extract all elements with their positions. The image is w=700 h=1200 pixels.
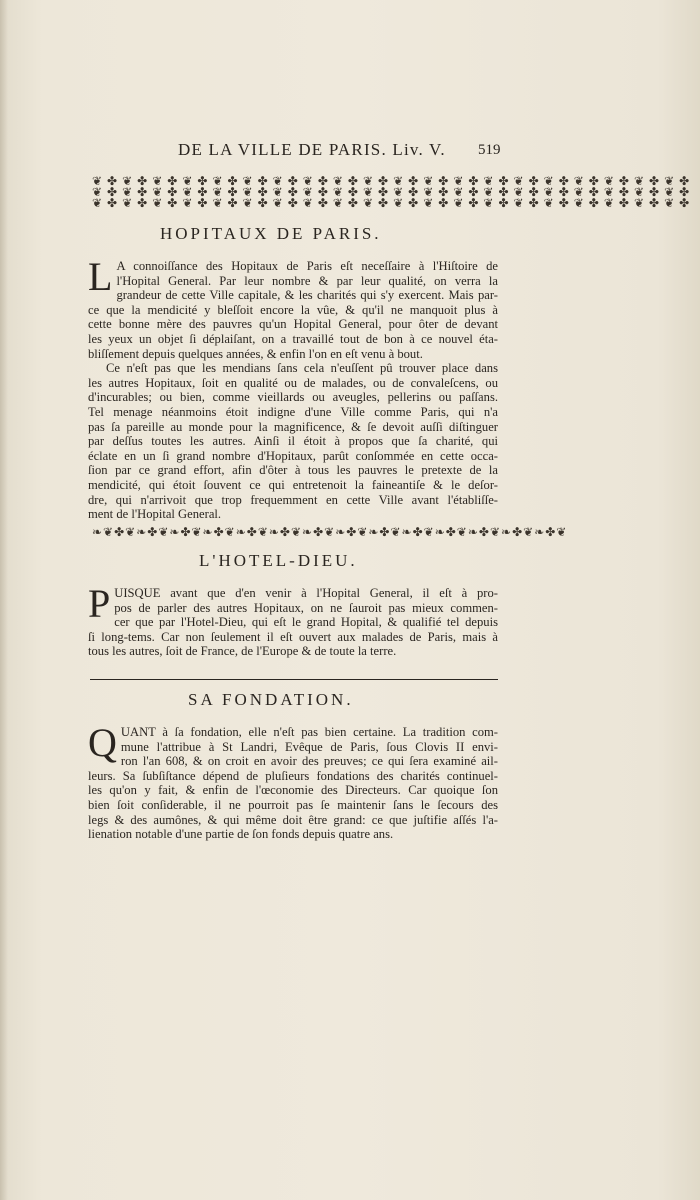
- page-number: 519: [478, 142, 501, 158]
- ornament-row: ❦ ✤ ❦ ✤ ❦ ✤ ❦ ✤ ❦ ✤ ❦ ✤ ❦ ✤ ❦ ✤ ❦ ✤ ❦ ✤ ❦ ✤ ❦ ✤ ❦ ✤ ❦ ✤ ❦ ✤ ❦ ✤ ❦ ✤ ❦ ✤ ❦ ✤ ❦ ✤: [92, 196, 691, 210]
- text-line: lienation notable d'une partie de ſon fonds depuis quatre ans.: [88, 827, 394, 842]
- text-line: éclate en un ſi grand nombre d'Hopitaux, parût conſommée en cette occa-: [88, 448, 498, 463]
- text-line: legs & des aumônes, & qui même doit être grand: ce que juſtifie aſſés l'a-: [88, 812, 498, 827]
- text-line: cette bonne mère des pauvres qu'un Hopital General, pour ôter de devant: [88, 317, 498, 332]
- text-line: par deſſus toutes les autres. Ainſi il étoit à propos que ſa charité, qui: [88, 434, 498, 449]
- text-line: UISQUE avant que d'en venir à l'Hopital General, il eſt à pro-: [114, 586, 498, 600]
- dropcap: L: [88, 254, 113, 299]
- text-line: pas ſa pareille au monde pour la magnificence, & ſe devoit auſſi diſtinguer: [88, 419, 498, 434]
- text-line: mendicité, qui étoit ſouvent ce qui entretenoit la faineantiſe & le deſor-: [88, 477, 498, 492]
- dropcap: P: [88, 581, 111, 626]
- text-line: UANT à ſa fondation, elle n'eſt pas bien certaine. La tradition com-: [120, 725, 498, 739]
- text-line: les qu'on y fait, & enfin de l'œconomie des Directeurs. Car quoique ſon: [88, 783, 498, 798]
- text-line: ce que la mendicité y bleſſoit encore la vûe, & qu'il ne manquoit plus à: [88, 302, 498, 317]
- section-hopitaux-body: [88, 254, 498, 522]
- top-ornament-band: [92, 174, 691, 212]
- text-line: ſion par ce grand effort, afin d'ôter à tous les pauvres le pretexte de la: [88, 463, 498, 478]
- text-line: les yeux un objet ſi déplaiſant, on a travaillé tout de bon à ce nouvel éta-: [88, 331, 498, 346]
- text-line: leurs. Sa ſubſiſtance dépend de pluſieurs fondations des charités continuel-: [88, 768, 498, 783]
- text-line: tous les autres, ſoit de France, de l'Europe & de toute la terre.: [88, 644, 397, 659]
- ornament-row: ❦ ✤ ❦ ✤ ❦ ✤ ❦ ✤ ❦ ✤ ❦ ✤ ❦ ✤ ❦ ✤ ❦ ✤ ❦ ✤ ❦ ✤ ❦ ✤ ❦ ✤ ❦ ✤ ❦ ✤ ❦ ✤ ❦ ✤ ❦ ✤ ❦ ✤ ❦ ✤: [92, 174, 691, 188]
- text-line: l'Hopital General. Par leur nombre & par leur qualité, on verra la: [116, 273, 498, 288]
- text-line: ſi long-tems. Car non ſeulement il eſt ouvert aux malades de Paris, mais à: [88, 629, 498, 644]
- text-line: d'incurables; ou bien, comme vieillards ou aveugles, pellerins ou paſſans.: [88, 390, 498, 405]
- running-title: DE LA VILLE DE PARIS. Liv. V.: [178, 140, 446, 159]
- text-line: bien ſoit conſiderable, il ne pourroit pas ſe maintenir ſans le ſecours des: [88, 797, 498, 812]
- section-title-hotel-dieu: L'HOTEL-DIEU.: [199, 551, 358, 570]
- middle-ornament-band: ❧❦✤❦❧✤❦❧✤❦❧✤❦❧✤❦❧✤❦❧✤❦❧✤❦❧✤❦❧✤❦❧✤❦❧✤❦❧✤❦❧✤❦: [92, 525, 568, 539]
- running-header: [178, 140, 508, 160]
- text-line: bliſſement depuis quelques années, & enfin l'on en eſt venu à bout.: [88, 346, 423, 361]
- ornament-row: ❦ ✤ ❦ ✤ ❦ ✤ ❦ ✤ ❦ ✤ ❦ ✤ ❦ ✤ ❦ ✤ ❦ ✤ ❦ ✤ ❦ ✤ ❦ ✤ ❦ ✤ ❦ ✤ ❦ ✤ ❦ ✤ ❦ ✤ ❦ ✤ ❦ ✤ ❦ ✤: [92, 185, 691, 199]
- text-line: pos de parler des autres Hopitaux, on ne ſauroit pas mieux commen-: [114, 600, 498, 615]
- section-hotel-dieu-body: [88, 581, 498, 659]
- text-line: ron l'an 608, & on croit en avoir des preuves; ce qui ſera examiné ail-: [120, 754, 498, 769]
- section-title-fondation: SA FONDATION.: [188, 690, 354, 709]
- text-line: les autres Hopitaux, ſoit en qualité ou de malades, ou de convaleſcens, ou: [88, 375, 498, 390]
- dropcap: Q: [88, 720, 117, 765]
- text-line: mune l'attribue à St Landri, Evêque de Paris, ſous Clovis II envi-: [120, 739, 498, 754]
- text-line: Ce n'eſt pas que les mendians ſans cela n'euſſent pû trouver place dans: [106, 361, 498, 376]
- text-line: cer que par l'Hotel-Dieu, qui eſt le grand Hopital, & qualifié tel depuis: [114, 615, 498, 630]
- section-title-hopitaux: HOPITAUX DE PARIS.: [160, 224, 382, 243]
- text-line: grandeur de cette Ville capitale, & les charités qui s'y exercent. Mais par-: [116, 288, 498, 303]
- text-line: Tel menage néanmoins étoit indigne d'une Ville comme Paris, qui n'a: [88, 404, 498, 419]
- text-line: dre, qui n'arrivoit que trop frequemment en cette Ville avant l'établiſſe-: [88, 492, 498, 507]
- section-fondation-body: [88, 720, 498, 842]
- horizontal-rule: [90, 679, 498, 680]
- text-line: ment de l'Hopital General.: [88, 507, 222, 522]
- page-gutter-shadow: [0, 0, 8, 1200]
- text-line: A connoiſſance des Hopitaux de Paris eſt neceſſaire à l'Hiſtoire de: [116, 259, 498, 273]
